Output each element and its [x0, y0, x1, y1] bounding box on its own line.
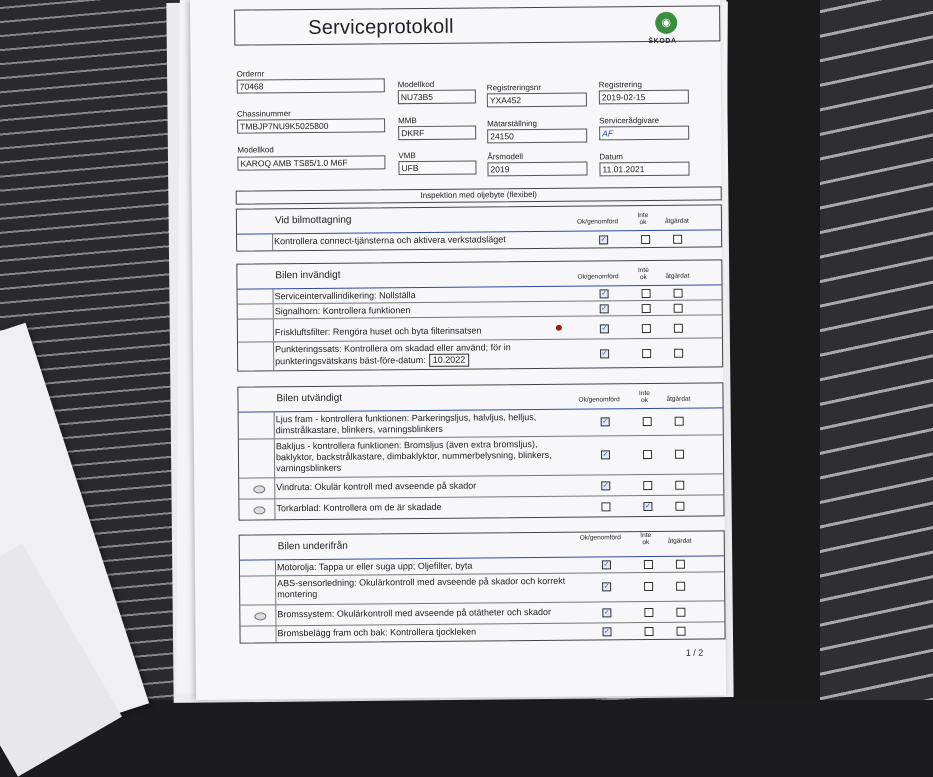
row-text: Torkarblad: Kontrollera om de är skadade [276, 501, 442, 514]
inte-ok-checkbox[interactable] [642, 349, 651, 358]
ok-checkbox[interactable]: ✓ [601, 350, 608, 358]
eye-icon [253, 506, 265, 514]
row-divider [275, 560, 276, 575]
service-protocol-sheet [190, 0, 726, 700]
datum-field: 11.01.2021 [599, 162, 689, 177]
inte-ok-checkbox[interactable] [644, 608, 653, 617]
chassinummer-field: TMBJP7NU9K5025800 [237, 118, 385, 133]
datum-label: Datum [599, 152, 623, 162]
col-atgardat-header: åtgärdat [667, 537, 692, 545]
ok-checkbox[interactable]: ✓ [602, 418, 609, 426]
inte-ok-checkbox[interactable] [643, 417, 652, 426]
row-text: Serviceintervallindikering: Nollställa [274, 290, 416, 302]
modellkod-field: NU73B5 [398, 90, 476, 105]
brand-name: ŠKODA [648, 37, 677, 46]
row-text: ABS-sensorledning: Okulärkontroll med avseende på skador och korrekt montering [277, 575, 566, 600]
section-title: Bilen underifrån [277, 540, 348, 553]
inte-ok-checkbox[interactable] [642, 304, 651, 313]
atgardat-checkbox[interactable] [675, 417, 684, 426]
inte-ok-checkbox[interactable]: ✓ [644, 502, 651, 511]
row-text: Kontrollera connect-tjänsterna och aktivera verkstadsläget [274, 234, 506, 247]
row-divider [273, 289, 274, 303]
atgardat-checkbox[interactable] [676, 608, 685, 617]
inte-ok-checkbox[interactable] [644, 560, 653, 569]
section-bilen-invandigt [236, 259, 723, 371]
eye-icon [254, 612, 266, 620]
inte-ok-checkbox[interactable] [642, 289, 651, 298]
col-inte-ok-header: Inte ok [637, 267, 649, 282]
section-title: Vid bilmottagning [274, 214, 352, 227]
servicerad-field: AF [599, 126, 689, 141]
checklist-row [239, 408, 723, 439]
col-ok-header: Ok/genomförd [577, 273, 619, 281]
matarstallning-field: 24150 [487, 129, 587, 144]
registreringsnr-label: Registreringsnr [486, 82, 542, 93]
ok-checkbox[interactable]: ✓ [603, 583, 610, 591]
checklist-row [239, 495, 723, 519]
ok-checkbox[interactable]: ✓ [601, 325, 608, 333]
col-inte-ok-header: Inte ok [637, 212, 649, 227]
col-ok-header: Ok/genomförd [579, 534, 621, 542]
inte-ok-checkbox[interactable] [644, 582, 653, 591]
seat-seam [720, 0, 825, 700]
vmb-field: UFB [398, 161, 476, 176]
row-text: Ljus fram - kontrollera funktionen: Parkeringsljus, halvljus, helljus, dimstrålkastare, blinkers, varningsblinkers [275, 411, 537, 436]
eye-icon [253, 485, 265, 493]
ok-checkbox[interactable]: ✓ [603, 561, 610, 569]
section-title: Bilen invändigt [275, 269, 341, 282]
chassinummer-label: Chassinummer [236, 109, 291, 119]
row-divider [272, 234, 273, 250]
atgardat-checkbox[interactable] [674, 324, 683, 333]
row-text: Vindruta: Okulär kontroll med avseende på skador [276, 480, 477, 493]
row-divider [275, 605, 276, 625]
inspection-banner: Inspektion med oljebyte (flexibel) [236, 186, 722, 204]
atgardat-checkbox[interactable] [676, 627, 685, 636]
ok-checkbox[interactable]: ✓ [602, 451, 609, 459]
ordernr-label: Ordernr [236, 69, 265, 79]
checklist-row [237, 230, 721, 250]
registrering-field: 2019-02-15 [599, 90, 689, 105]
registrering-label: Registrering [598, 80, 642, 90]
modellkod-long-label: Modellkod [237, 145, 274, 155]
inte-ok-checkbox[interactable] [642, 324, 651, 333]
row-divider [274, 478, 275, 498]
col-ok-header: Ok/genomförd [578, 396, 620, 404]
ordernr-field: 70468 [237, 78, 385, 93]
vmb-label: VMB [398, 151, 416, 161]
best-before-date-field: 10.2022 [429, 354, 470, 367]
skoda-logo-icon: ◉ [655, 12, 677, 34]
inte-ok-checkbox[interactable] [643, 481, 652, 490]
row-text: Bakljus - kontrollera funktionen: Bromsljus (även extra bromsljus), baklyktor, backstrålkastare, dimbaklyktor, nummerbelysning, blinkers, varningsblinkers [275, 438, 552, 474]
mmb-field: DKRF [398, 126, 476, 141]
col-atgardat-header: åtgärdat [665, 272, 690, 280]
servicerad-label: Servicerådgivare [599, 115, 660, 126]
row-text: Signalhorn: Kontrollera funktionen [274, 305, 411, 317]
section-title: Bilen utvändigt [276, 392, 343, 405]
row-text: Bromssystem: Okulärkontroll med avseende på otätheter och skador [277, 606, 552, 620]
matarstallning-label: Mätarställning [487, 118, 537, 129]
atgardat-checkbox[interactable] [675, 481, 684, 490]
atgardat-checkbox[interactable] [675, 502, 684, 511]
row-text: Motorolja: Tappa ur eller suga upp; Oljefilter, byta [276, 560, 473, 573]
checklist-row [240, 572, 724, 605]
modellkod-long-field: KAROQ AMB TS85/1.0 M6F [237, 155, 385, 170]
arsmodell-label: Årsmodell [487, 152, 523, 162]
inte-ok-checkbox[interactable] [641, 235, 650, 244]
ok-checkbox[interactable]: ✓ [602, 482, 609, 490]
ok-checkbox[interactable]: ✓ [603, 609, 610, 617]
ok-checkbox[interactable]: ✓ [600, 236, 607, 244]
row-text: Bromsbelägg fram och bak: Kontrollera tjockleken [277, 626, 477, 639]
row-divider [274, 499, 275, 519]
checklist-row [240, 622, 724, 642]
section-bilen-underifran [239, 530, 726, 643]
atgardat-checkbox[interactable] [674, 304, 683, 313]
col-inte-ok-header: Inte ok [638, 390, 650, 405]
red-marker-dot [556, 325, 562, 331]
ok-checkbox[interactable]: ✓ [601, 305, 608, 313]
checklist-row [238, 338, 722, 370]
document-title: Serviceprotokoll [308, 15, 454, 39]
inte-ok-checkbox[interactable] [643, 450, 652, 459]
atgardat-checkbox[interactable] [674, 349, 683, 358]
row-divider [275, 626, 276, 642]
row-text [275, 342, 545, 368]
page-number: 1 / 2 [685, 647, 704, 658]
atgardat-checkbox[interactable] [676, 582, 685, 591]
row-text-body: Punkteringssats: Kontrollera om skadad eller använd; för in punkteringsvätskans bäst-före-datum: [275, 342, 511, 367]
inte-ok-checkbox[interactable] [644, 627, 653, 636]
row-text: Friskluftsfilter: Rengöra huset och byta filterinsatsen [274, 325, 482, 338]
atgardat-checkbox[interactable] [676, 560, 685, 569]
mmb-label: MMB [398, 116, 417, 126]
row-divider [273, 304, 274, 318]
ok-checkbox[interactable]: ✓ [601, 290, 608, 298]
section-vid-bilmottagning [236, 204, 722, 251]
arsmodell-field: 2019 [487, 162, 587, 177]
registreringsnr-field: YXA452 [487, 93, 587, 108]
atgardat-checkbox[interactable] [674, 289, 683, 298]
checklist-row [239, 435, 723, 478]
atgardat-checkbox[interactable] [673, 235, 682, 244]
ok-checkbox[interactable]: ✓ [604, 628, 610, 636]
atgardat-checkbox[interactable] [675, 450, 684, 459]
seat-fabric-right [820, 0, 933, 700]
ok-checkbox[interactable] [601, 502, 610, 511]
col-inte-ok-header: Inte ok [640, 531, 652, 547]
section-bilen-utvandigt [237, 382, 724, 520]
row-divider [273, 319, 274, 341]
col-atgardat-header: åtgärdat [664, 217, 689, 225]
col-atgardat-header: åtgärdat [666, 395, 691, 403]
modellkod-label: Modellkod [397, 79, 435, 90]
col-ok-header: Ok/genomförd [576, 218, 619, 226]
